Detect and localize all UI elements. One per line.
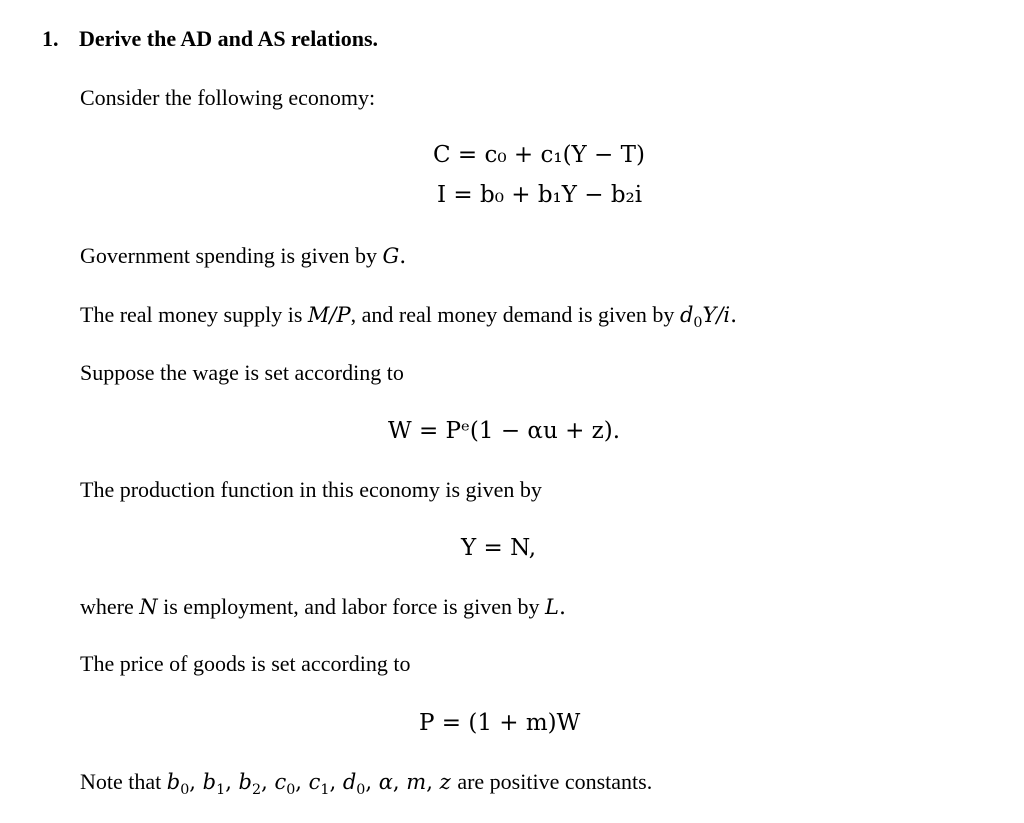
wage-equation <box>388 416 620 446</box>
consumption-equation-text: C = c₀ + c₁(Y − T) <box>433 142 645 168</box>
production-equation-text: Y = N, <box>461 535 537 561</box>
money-supply-symbol: M/P <box>307 303 351 327</box>
constant-b0: $b_0$, <box>166 770 203 799</box>
production-equation <box>461 533 536 563</box>
production-intro-text: The production function in this economy is given by <box>80 477 542 502</box>
employment-text-1: where <box>80 594 134 619</box>
consumption-equation <box>433 140 645 170</box>
government-end: . <box>399 244 407 269</box>
money-demand-expression <box>679 303 731 332</box>
problem-title: Derive the AD and AS relations. <box>79 26 379 51</box>
money-text-1: The real money supply is <box>80 302 303 327</box>
price-equation-text: P = (1 + m)W <box>419 710 581 736</box>
intro-text: Consider the following economy: <box>80 85 376 110</box>
constant-alpha: α, <box>378 770 407 794</box>
employment-paragraph <box>80 592 566 623</box>
government-text: Government spending is given by <box>80 243 377 268</box>
investment-equation-text: I = b₀ + b₁Y − b₂i <box>437 182 643 208</box>
employment-end: . <box>558 595 566 620</box>
price-intro-text: The price of goods is set according to <box>80 651 411 676</box>
money-text-2: , and real money demand is given by <box>350 302 675 327</box>
wage-intro-text: Suppose the wage is set according to <box>80 360 404 385</box>
investment-equation <box>437 180 642 210</box>
constant-z: z <box>439 770 451 794</box>
note-paragraph <box>80 767 652 797</box>
problem-heading <box>42 26 378 52</box>
employment-text-2: is employment, and labor force is given by <box>163 594 540 619</box>
money-demand-coef-sub: 0 <box>693 315 703 332</box>
constant-c0: $c_0$, <box>274 770 309 799</box>
constants-list <box>166 770 458 799</box>
constant-m: m, <box>406 770 440 794</box>
constant-c1: $c_1$, <box>308 770 343 799</box>
constant-b2: $b_2$, <box>238 770 275 799</box>
note-text-2: are positive constants. <box>457 769 653 794</box>
money-end: . <box>730 303 738 328</box>
wage-equation-text: W = Pᵉ(1 − αu + z). <box>388 418 621 444</box>
employment-symbol: N <box>139 595 158 619</box>
note-text-1: Note that <box>80 769 162 794</box>
price-equation <box>419 708 580 738</box>
problem-number: 1. <box>42 26 59 51</box>
constant-b1: $b_1$, <box>202 770 239 799</box>
money-paragraph <box>80 300 737 331</box>
labor-force-symbol: L <box>544 595 559 619</box>
constant-d0: $d_0$, <box>342 770 379 799</box>
government-paragraph <box>80 241 406 272</box>
money-demand-coef: d <box>679 303 694 327</box>
money-demand-rest: Y/i <box>702 303 731 327</box>
government-symbol: G <box>382 244 400 268</box>
